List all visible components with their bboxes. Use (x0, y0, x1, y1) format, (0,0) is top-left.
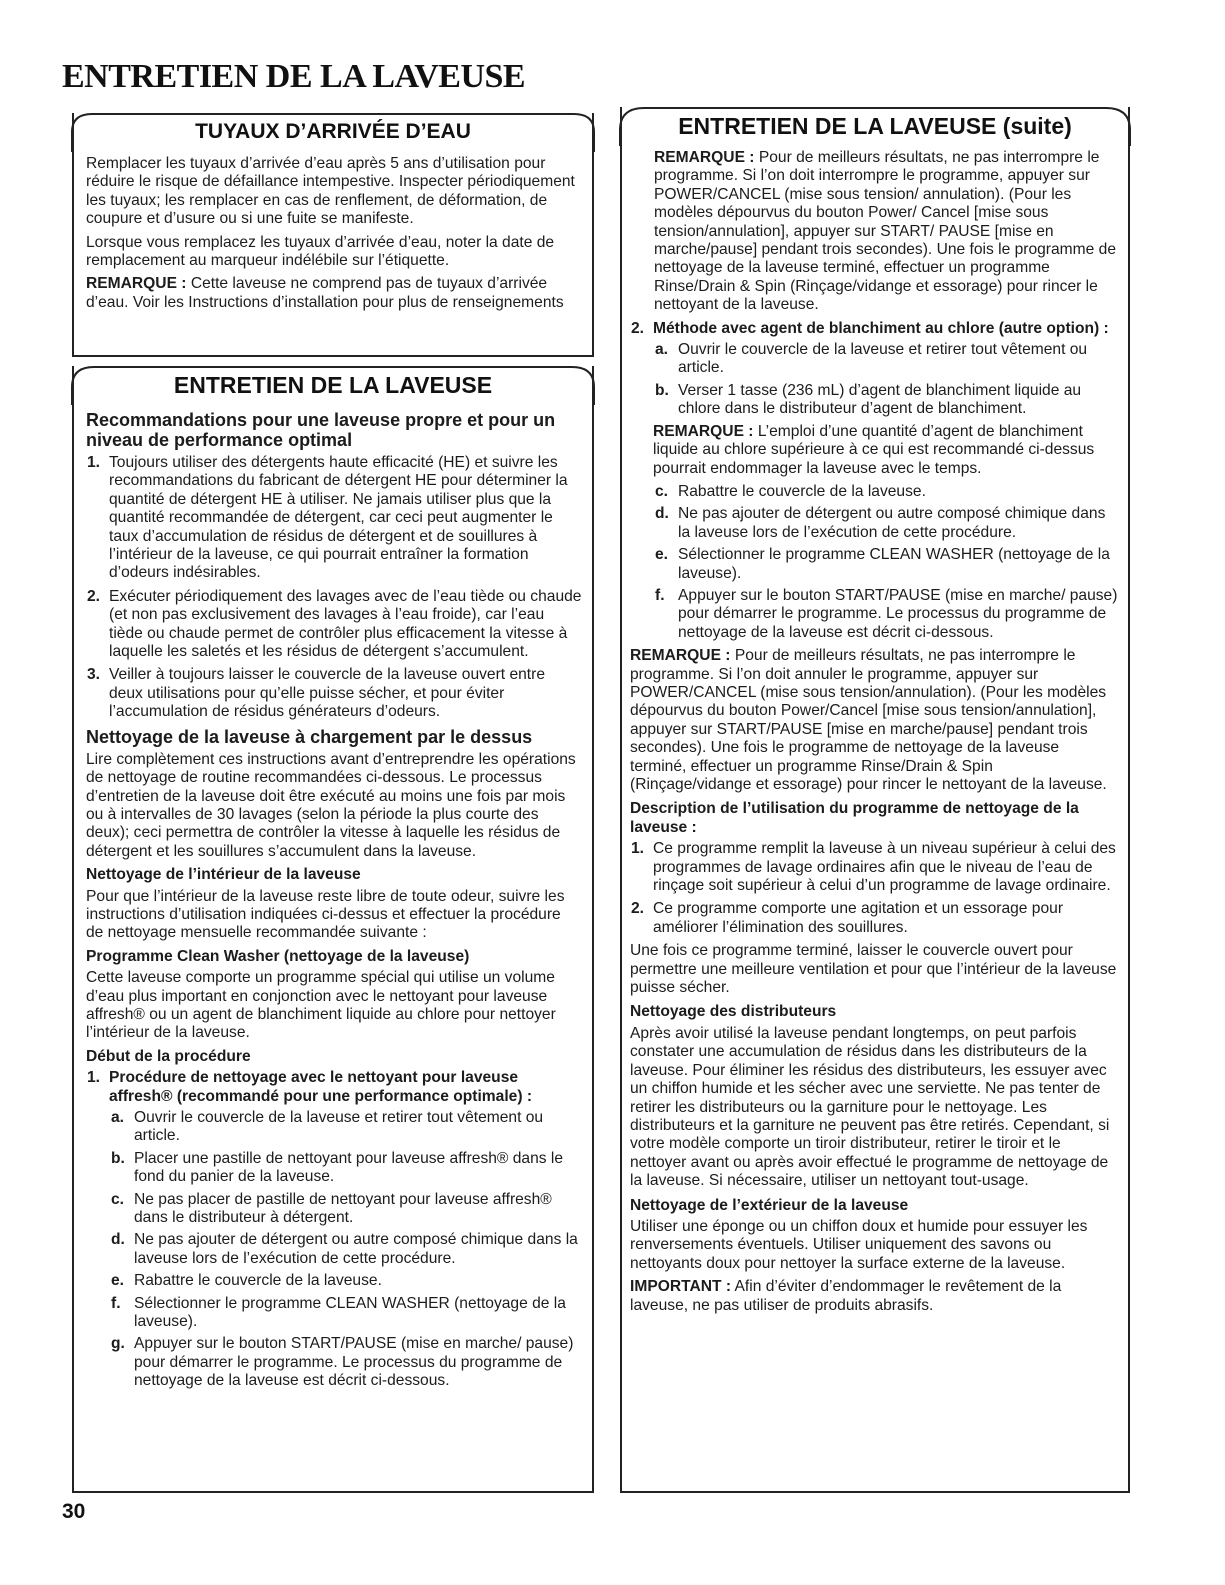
list-item: e. Sélectionner le programme CLEAN WASHER (nettoyage de la laveuse). (655, 546, 1110, 582)
list-item: a. Ouvrir le couvercle de la laveuse et retirer tout vêtement ou article. (655, 341, 1088, 377)
list-item: 1. Procédure de nettoyage avec le nettoyant pour laveuse affresh® (recommandé pour une performance optimale) : a. Ouvrir le couvercle de la laveuse et retirer tout vêtement ou article. b. Placer une pastille de nettoyant pour laveuse affresh® dans le fond du panier de la laveuse. c. Ne pas placer de pastille de nettoyant pour laveuse affresh® dans le distributeur à détergent. d. Ne pas ajouter de détergent ou autre composé chimique dans la laveuse lors de l’exécution de cette procédure. e. Rabattre le couvercle de la laveuse. f. Sélectionner le programme CLEAN WASHER (nettoyage de la laveuse). g. Appuyer sur le bouton START/PAUSE (mise en marche/ pause) pour démarrer le programme. Le processus du programme de nettoyage de la laveuse est décrit ci-dessous. (86, 1069, 582, 1391)
procedure-start-heading: Début de la procédure (86, 1047, 251, 1065)
note-text: Pour de meilleurs résultats, ne pas interrompre le programme. Si l’on doit interrompre le programme, appuyer sur POWER/CANCEL (mise sous tension/ annulation). (Pour les modèles dépourvus du bouton Power/ Cancel [mise sous tension/annulation], appuyer sur START/ PAUSE [mise en marche/pause] pendant trois secondes). Une fois le programme de nettoyage de la laveuse terminé, effectuer un programme Rinse/Drain & Spin (Rinçage/vidange et essorage) pour rincer le nettoyant de la laveuse. (654, 149, 1116, 314)
important-label: IMPORTANT : (630, 1278, 732, 1296)
list-item: a. Ouvrir le couvercle de la laveuse et retirer tout vêtement ou article. (111, 1109, 544, 1145)
list-item: d. Ne pas ajouter de détergent ou autre composé chimique dans la laveuse lors de l’exécution de cette procédure. (111, 1231, 578, 1267)
important-note (630, 1278, 1118, 1315)
list-item: 1. Ce programme remplit la laveuse à un niveau supérieur à celui des programmes de lavage ordinaires afin que le niveau de l’eau de rinçage soit supérieur à celui d’un programme de lavage ordinaire. (631, 840, 1116, 895)
list-item: b. Verser 1 tasse (236 mL) d’agent de blanchiment liquide au chlore dans le distributeur d’agent de blanchiment. (655, 381, 1082, 418)
list-item: f. Sélectionner le programme CLEAN WASHER (nettoyage de la laveuse). (111, 1294, 566, 1331)
procedure-list (86, 1069, 582, 1391)
bleach-note (653, 423, 1118, 478)
list-item: d. Ne pas ajouter de détergent ou autre composé chimique dans la laveuse lors de l’exécution de cette procédure. (655, 505, 1106, 541)
page-number: 30 (62, 1500, 86, 1523)
dispenser-cleaning-heading: Nettoyage des distributeurs (630, 1003, 837, 1021)
note-label: REMARQUE : (653, 422, 754, 440)
procedure-2-list (630, 320, 1118, 643)
hoses-paragraph-1: Remplacer les tuyaux d’arrivée d’eau après 5 ans d’utilisation pour réduire le risque de défaillance intempestive. Inspecter périodiquement les tuyaux; les remplacer en cas de renflement, de déformation, de coupure et d’usure ou si une fuite se manifeste. (86, 155, 575, 228)
list-item: c. Ne pas placer de pastille de nettoyant pour laveuse affresh® dans le distributeur à détergent. (111, 1190, 552, 1227)
interior-cleaning-heading: Nettoyage de l’intérieur de la laveuse (86, 866, 361, 884)
list-item: f. Appuyer sur le bouton START/PAUSE (mise en marche/ pause) pour démarrer le programme. Le processus du programme de nettoyage de la laveuse est décrit ci-dessous. (655, 586, 1118, 641)
maintenance-continued-title: ENTRETIEN DE LA LAVEUSE (suite) (678, 113, 1072, 139)
list-item: 3. Veiller à toujours laisser le couvercle de la laveuse ouvert entre deux utilisations pour qu’elle puisse sécher, et pour éviter l’accumulation de résidus générateurs d’odeurs. (87, 666, 545, 721)
list-item: 1. Toujours utiliser des détergents haute efficacité (HE) et suivre les recommandations du fabricant de détergent HE pour déterminer la quantité de détergent HE à utiliser. Ne jamais utiliser plus que la quantité recommandée de détergent, car ceci peut augmenter le taux d’accumulation de résidus de détergent et de souillures à l’intérieur de la laveuse, ce qui pourrait entraîner la formation d’odeurs indésirables. (87, 454, 568, 582)
important-text: Afin d’éviter d’endommager le revêtement de la laveuse, ne pas utiliser de produits abrasifs. (630, 1278, 1062, 1314)
note-label: REMARQUE : (654, 149, 755, 166)
cycle-description-heading: Description de l’utilisation du programme de nettoyage de la laveuse : (630, 800, 1079, 836)
top-load-cleaning-paragraph: Lire complètement ces instructions avant d’entreprendre les opérations de nettoyage de routine recommandées ci-dessous. Le processus d’entretien de la laveuse doit être exécuté au moins une fois par mois ou à intervalles de 30 lavages (selon la période la plus courte des deux); ceci permettra de contrôler la vitesse à laquelle les résidus de détergent et les souillures s’accumulent dans la laveuse. (86, 750, 576, 860)
hoses-section (72, 113, 594, 357)
list-item: e. Rabattre le couvercle de la laveuse. (111, 1272, 382, 1290)
top-load-cleaning-heading: Nettoyage de la laveuse à chargement par le dessus (86, 726, 533, 747)
cycle-description-list (630, 840, 1118, 937)
list-item: 2. Exécuter périodiquement des lavages avec de l’eau tiède ou chaude (et non pas exclusivement des lavages à l’eau froide), car l’eau tiède ou chaude permet de contrôler plus efficacement la vitesse à laquelle les saletés et les résidus de détergent s’accumulent. (87, 587, 582, 661)
procedure-2-steps-cf (653, 483, 1118, 642)
procedure-2-steps-ab (653, 341, 1118, 419)
maintenance-continued-section (620, 107, 1130, 1493)
dispenser-cleaning-paragraph: Après avoir utilisé la laveuse pendant longtemps, on peut parfois constater une accumulation de résidus dans les distributeurs de la laveuse. Pour éliminer les résidus des distributeurs, les essuyer avec un chiffon humide et les sécher avec une serviette. Ne pas tenter de retirer les distributeurs ou la garniture pour le nettoyage. Les distributeurs et la garniture ne peuvent pas être retirés. Cependant, si votre modèle comporte un tiroir distributeur, retirer le tiroir et le nettoyer avant ou après avoir effectué le programme de nettoyage de la laveuse. Si nécessaire, utiliser un nettoyant tout-usage. (630, 1024, 1110, 1190)
note-text: Cette laveuse ne comprend pas de tuyaux d’arrivée d’eau. Voir les Instructions d’installation pour plus de renseignements (86, 275, 564, 311)
hoses-section-title: TUYAUX D’ARRIVÉE D’EAU (195, 120, 471, 143)
clean-washer-cycle-paragraph: Cette laveuse comporte un programme spécial qui utilise un volume d’eau plus important en conjonction avec le nettoyant pour laveuse affresh® ou un agent de blanchiment liquide au chlore pour nettoyer l’intérieur de la laveuse. (86, 969, 556, 1042)
hoses-section-header (74, 113, 592, 151)
exterior-cleaning-heading: Nettoyage de l’extérieur de la laveuse (630, 1196, 909, 1214)
list-item: 2. Méthode avec agent de blanchiment au chlore (autre option) : a. Ouvrir le couvercle de la laveuse et retirer tout vêtement ou article. b. Verser 1 tasse (236 mL) d’agent de blanchiment liquide au chlore dans le distributeur d’agent de blanchiment. REMARQUE : L’emploi d’une quantité d’agent de blanchiment liquide au chlore supérieure à ce qui est recommandé ci-dessus pourrait endommager la laveuse avec le temps. c. Rabattre le couvercle de la laveuse. d. Ne pas ajouter de détergent ou autre composé chimique dans la laveuse lors de l’exécution de cette procédure. e. Sélectionner le programme CLEAN WASHER (nettoyage de la laveuse). f. Appuyer sur le bouton START/PAUSE (mise en marche/ pause) pour démarrer le programme. Le processus du programme de nettoyage de la laveuse est décrit ci-dessous. (631, 319, 1118, 641)
list-item: g. Appuyer sur le bouton START/PAUSE (mise en marche/ pause) pour démarrer le programme. Le processus du programme de nettoyage de la laveuse est décrit ci-dessous. (111, 1335, 574, 1390)
hoses-note (86, 275, 582, 312)
page-title: ENTRETIEN DE LA LAVEUSE (62, 58, 526, 95)
interior-cleaning-paragraph: Pour que l’intérieur de la laveuse reste libre de toute odeur, suivre les instructions d’utilisation indiquées ci-dessus et effectuer la procédure de nettoyage mensuelle recommandée suivante : (86, 887, 565, 942)
exterior-cleaning-paragraph: Utiliser une éponge ou un chiffon doux et humide pour essuyer les renversements éventuels. Utiliser uniquement des savons ou nettoyants doux pour nettoyer la surface externe de la laveuse. (630, 1217, 1088, 1272)
maintenance-section (72, 366, 594, 1493)
recommendations-heading: Recommandations pour une laveuse propre et pour un niveau de performance optimal (86, 410, 556, 450)
note-text: L’emploi d’une quantité d’agent de blanchiment liquide au chlore supérieure à ce qui est recommandé ci-dessus pourrait endommager la laveuse avec le temps. (653, 422, 1095, 477)
maintenance-section-header (74, 366, 592, 404)
recommendations-list (86, 454, 582, 722)
note-label: REMARQUE : (86, 275, 187, 293)
procedure-1-steps (109, 1109, 582, 1391)
note-label: REMARQUE : (630, 647, 731, 665)
after-cycle-paragraph: Une fois ce programme terminé, laisser le couvercle ouvert pour permettre une meilleure ventilation et pour que l’intérieur de la laveuse puisse sécher. (630, 942, 1117, 997)
maintenance-section-title: ENTRETIEN DE LA LAVEUSE (173, 372, 493, 398)
list-item: b. Placer une pastille de nettoyant pour laveuse affresh® dans le fond du panier de la laveuse. (111, 1149, 564, 1186)
note-text: Pour de meilleurs résultats, ne pas interrompre le programme. Si l’on doit annuler le programme, appuyer sur POWER/CANCEL (mise sous tension/annulation). (Pour les modèles dépourvus du bouton Power/Cancel [mise sous tension/annulation], appuyer sur START/PAUSE [mise en marche/pause] pendant trois secondes). Une fois le programme de nettoyage de la laveuse terminé, effectuer un programme Rinse/Drain & Spin (Rinçage/vidange et essorage) pour rincer le nettoyant de la laveuse. (630, 647, 1107, 793)
list-item: 2. Ce programme comporte une agitation et un essorage pour améliorer l’élimination des souillures. (631, 900, 1064, 936)
hoses-paragraph-2: Lorsque vous remplacez les tuyaux d’arrivée d’eau, noter la date de remplacement au marqueur indélébile sur l’étiquette. (86, 233, 555, 270)
procedure-2-title: Méthode avec agent de blanchiment au chlore (autre option) : (653, 319, 1109, 337)
cancel-note (630, 647, 1118, 794)
maintenance-continued-header (622, 107, 1128, 145)
list-item: c. Rabattre le couvercle de la laveuse. (655, 482, 926, 500)
clean-washer-cycle-heading: Programme Clean Washer (nettoyage de la laveuse) (86, 947, 470, 965)
interrupt-note (630, 149, 1118, 315)
procedure-1-title: Procédure de nettoyage avec le nettoyant pour laveuse affresh® (recommandé pour une performance optimale) : (109, 1069, 533, 1105)
